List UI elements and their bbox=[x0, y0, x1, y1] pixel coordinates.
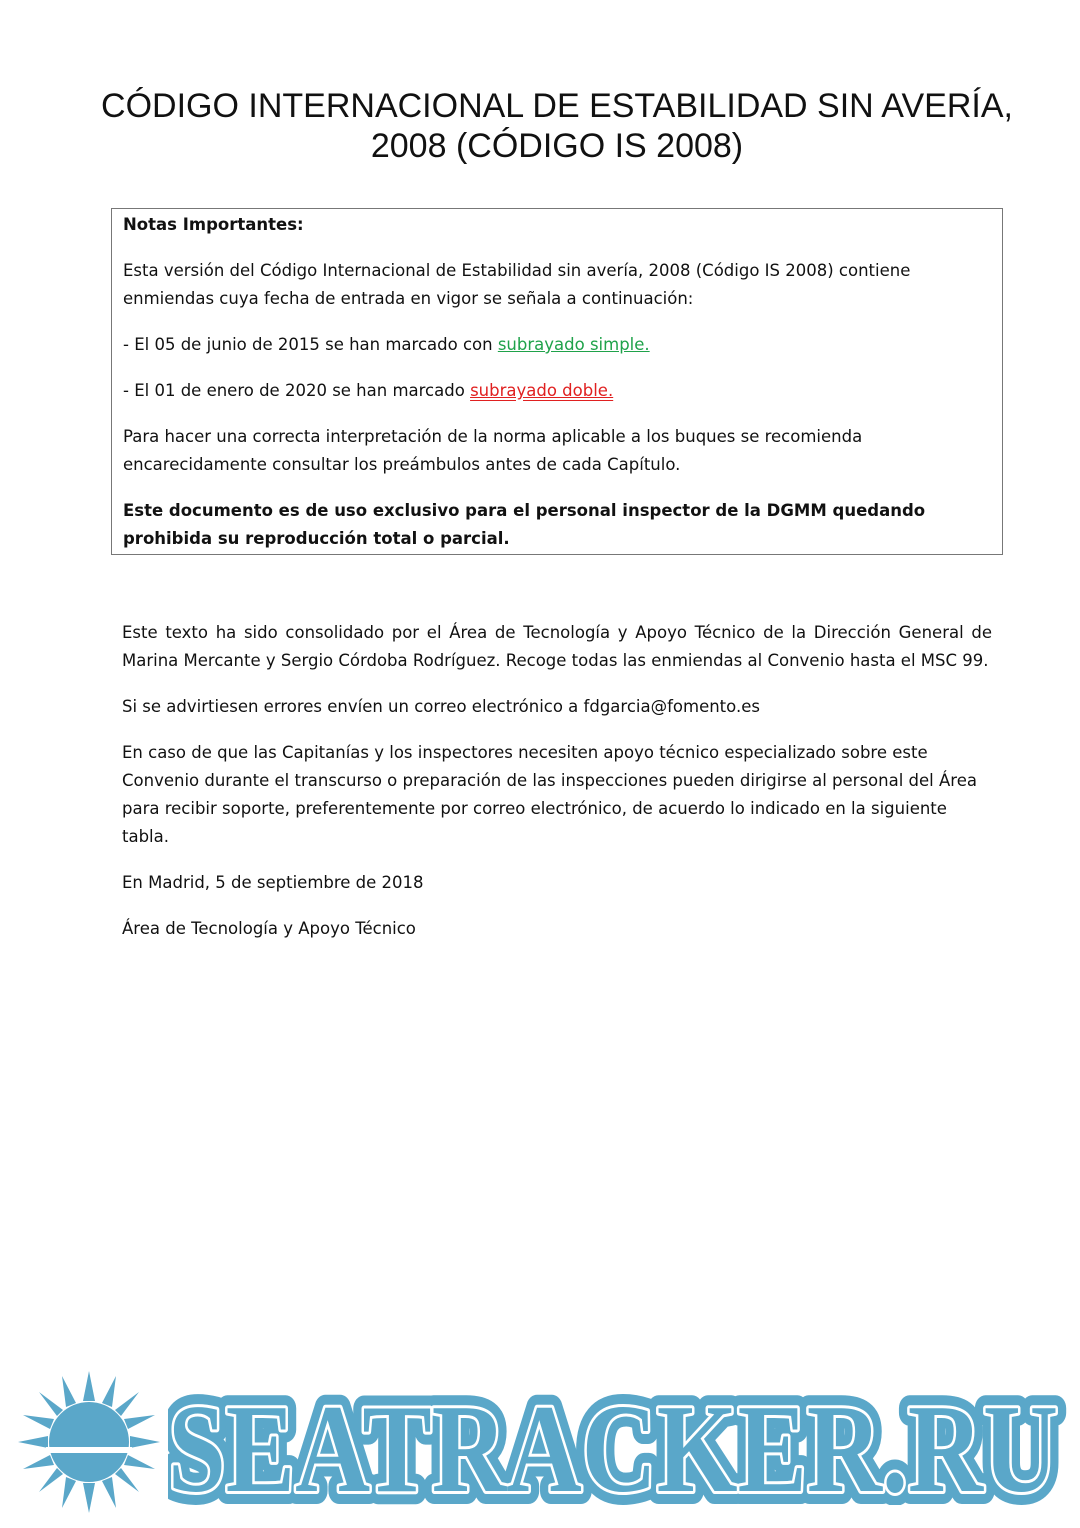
notes-intro: Esta versión del Código Internacional de Estabilidad sin avería, 2008 (Código IS 2008) contiene enmiendas cuya fecha de entrada en vigor se señala a continuación: bbox=[123, 261, 911, 308]
errors-contact-paragraph: Si se advirtiesen errores envíen un correo electrónico a fdgarcia@fomento.es bbox=[122, 697, 760, 716]
signature: Área de Tecnología y Apoyo Técnico bbox=[122, 919, 416, 938]
watermark bbox=[0, 1365, 1080, 1528]
consolidation-paragraph: Este texto ha sido consolidado por el Área de Tecnología y Apoyo Técnico de la Dirección General de Marina Mercante y Sergio Córdoba Rodríguez. Recoge todas las enmiendas al Convenio hasta el MSC 99. bbox=[122, 623, 992, 670]
notes-item-2015 bbox=[123, 331, 991, 359]
watermark-text-inner: SEATRACKER.RU bbox=[168, 1385, 1058, 1505]
single-underline-sample: subrayado simple. bbox=[497, 335, 650, 354]
sun-icon bbox=[18, 1371, 160, 1513]
notes-heading: Notas Importantes: bbox=[123, 215, 304, 234]
notes-item-2020-text: - El 01 de enero de 2020 se han marcado bbox=[123, 381, 471, 400]
double-underline-sample: subrayado doble. bbox=[470, 381, 614, 400]
watermark-logo bbox=[168, 1385, 1068, 1505]
notes-item-2015-text: - El 05 de junio de 2015 se han marcado con bbox=[123, 335, 498, 354]
page-title: CÓDIGO INTERNACIONAL DE ESTABILIDAD SIN AVERÍA, 2008 (CÓDIGO IS 2008) bbox=[101, 87, 1013, 165]
notes-restriction: Este documento es de uso exclusivo para el personal inspector de la DGMM quedando prohibida su reproducción total o parcial. bbox=[123, 501, 926, 548]
watermark-text-outline: SEATRACKER.RU bbox=[168, 1385, 1058, 1505]
place-date: En Madrid, 5 de septiembre de 2018 bbox=[122, 873, 424, 892]
watermark-text-fill: SEATRACKER.RU bbox=[168, 1385, 1058, 1505]
notes-item-2020 bbox=[123, 377, 991, 405]
support-paragraph: En caso de que las Capitanías y los inspectores necesiten apoyo técnico especializado sobre este Convenio durante el transcurso o preparación de las inspecciones pueden dirigirse al personal del Área para recibir soporte, preferentemente por correo electrónico, de acuerdo lo indicado en la siguiente tabla. bbox=[122, 743, 977, 846]
body-text bbox=[122, 619, 992, 943]
notes-recommendation: Para hacer una correcta interpretación de la norma aplicable a los buques se recomienda encarecidamente consultar los preámbulos antes de cada Capítulo. bbox=[123, 427, 863, 474]
important-notes-box bbox=[111, 208, 1003, 555]
